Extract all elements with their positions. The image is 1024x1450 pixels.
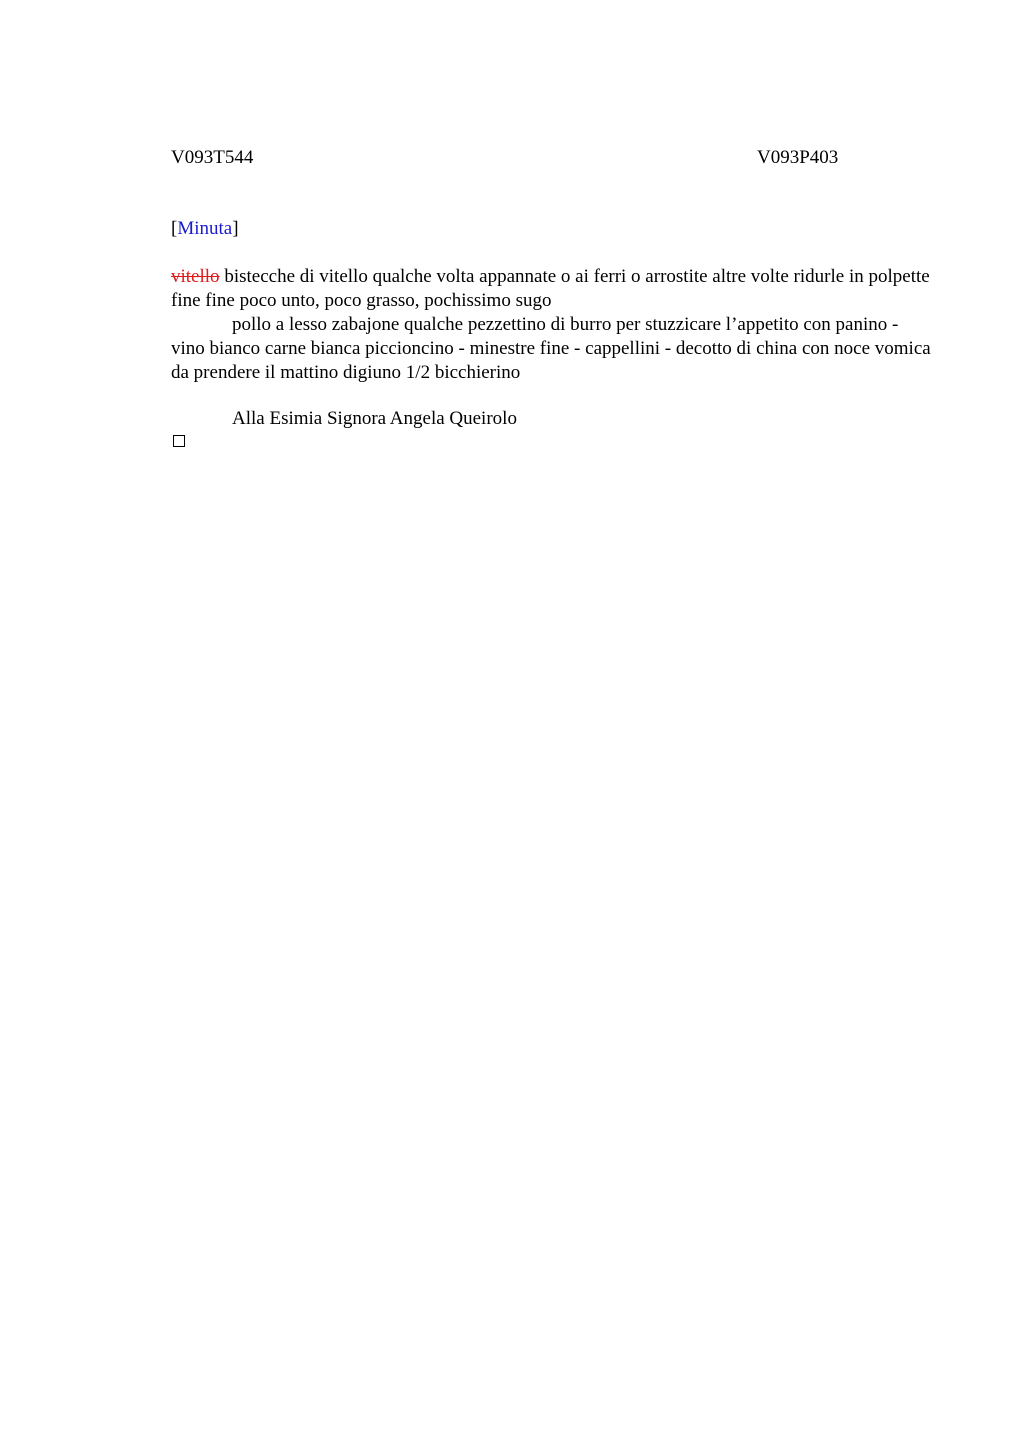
empty-box-icon — [173, 435, 185, 447]
address-line: Alla Esimia Signora Angela Queirolo — [232, 408, 517, 429]
section-label — [171, 218, 239, 240]
paragraph-1-text: bistecche di vitello qualche volta appannate o ai ferri o arrostite altre volte ridurle in polpette fine fine poco unto, poco grasso, pochissimo sugo — [171, 266, 930, 311]
body-text — [171, 265, 931, 385]
open-bracket: [ — [171, 218, 178, 239]
document-code-left: V093T544 — [171, 147, 254, 168]
struck-word: vitello — [171, 266, 220, 287]
paragraph-2: pollo a lesso zabajone qualche pezzettino di burro per stuzzicare l’appetito con panino - vino bianco carne bianca piccioncino - minestre fine - cappellini - decotto di china con noce vomica da prendere il mattino digiuno 1/2 bicchierino — [171, 314, 931, 383]
close-bracket: ] — [232, 218, 239, 239]
section-label-text: Minuta — [177, 218, 233, 239]
document-code-right: V093P403 — [757, 147, 839, 168]
paragraph-1 — [171, 265, 931, 313]
